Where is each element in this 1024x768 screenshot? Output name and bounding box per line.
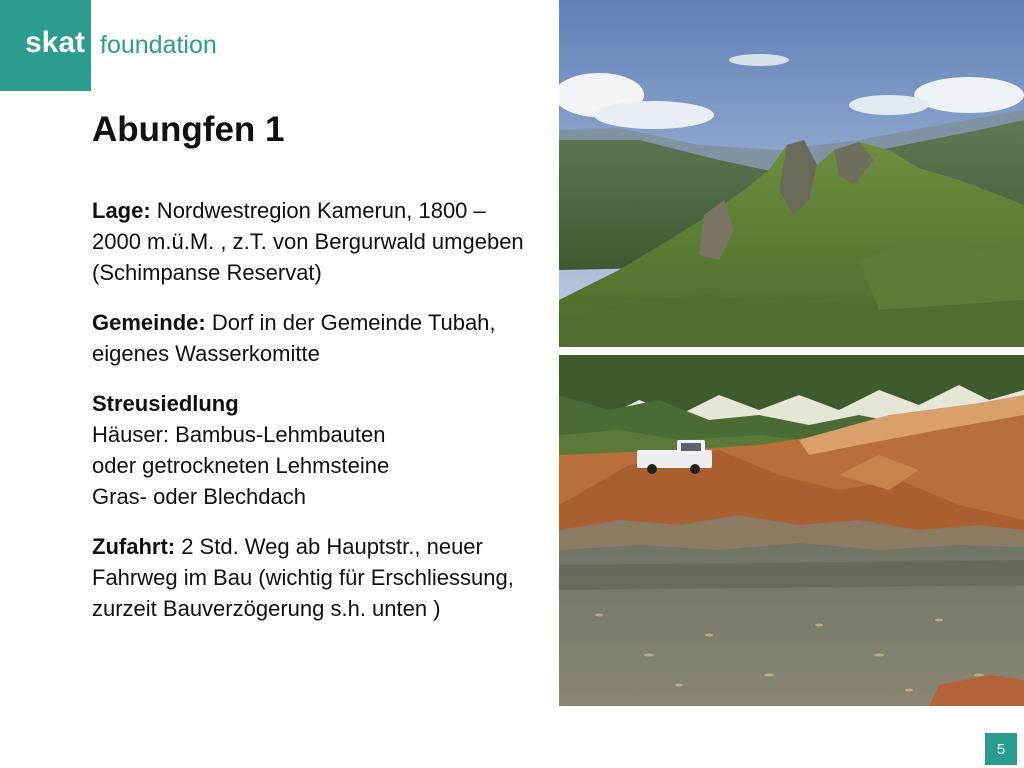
gemeinde-label: Gemeinde:: [92, 310, 206, 335]
gemeinde-paragraph: [92, 307, 532, 369]
page-number-badge: 5: [985, 733, 1017, 765]
mountain-landscape-photo: [559, 0, 1024, 347]
construction-pond-photo: [559, 355, 1024, 706]
streusiedlung-line: Gras- oder Blechdach: [92, 484, 306, 509]
logo-mark: skat: [25, 26, 86, 59]
streusiedlung-line: oder getrockneten Lehmsteine: [92, 453, 390, 478]
lage-label: Lage:: [92, 198, 151, 223]
zufahrt-label: Zufahrt:: [92, 534, 176, 559]
slide-body: [92, 195, 532, 643]
logo-box: [0, 0, 91, 91]
streusiedlung-line: Häuser: Bambus-Lehmbauten: [92, 422, 386, 447]
lage-text: Nordwestregion Kamerun, 1800 – 2000 m.ü.M. , z.T. von Bergurwald umgeben (Schimpanse Reservat): [92, 198, 524, 285]
streusiedlung-label: Streusiedlung: [92, 391, 239, 416]
lage-paragraph: [92, 195, 532, 288]
zufahrt-paragraph: [92, 531, 532, 624]
zufahrt-text: 2 Std. Weg ab Hauptstr., neuer Fahrweg im Bau (wichtig für Erschliessung, zurzeit Bauverzögerung s.h. unten ): [92, 534, 514, 621]
streusiedlung-paragraph: [92, 388, 532, 512]
slide-title: Abungfen 1: [92, 110, 285, 149]
gemeinde-text: Dorf in der Gemeinde Tubah, eigenes Wasserkomitte: [92, 310, 496, 366]
logo-wordmark: foundation: [100, 31, 217, 59]
